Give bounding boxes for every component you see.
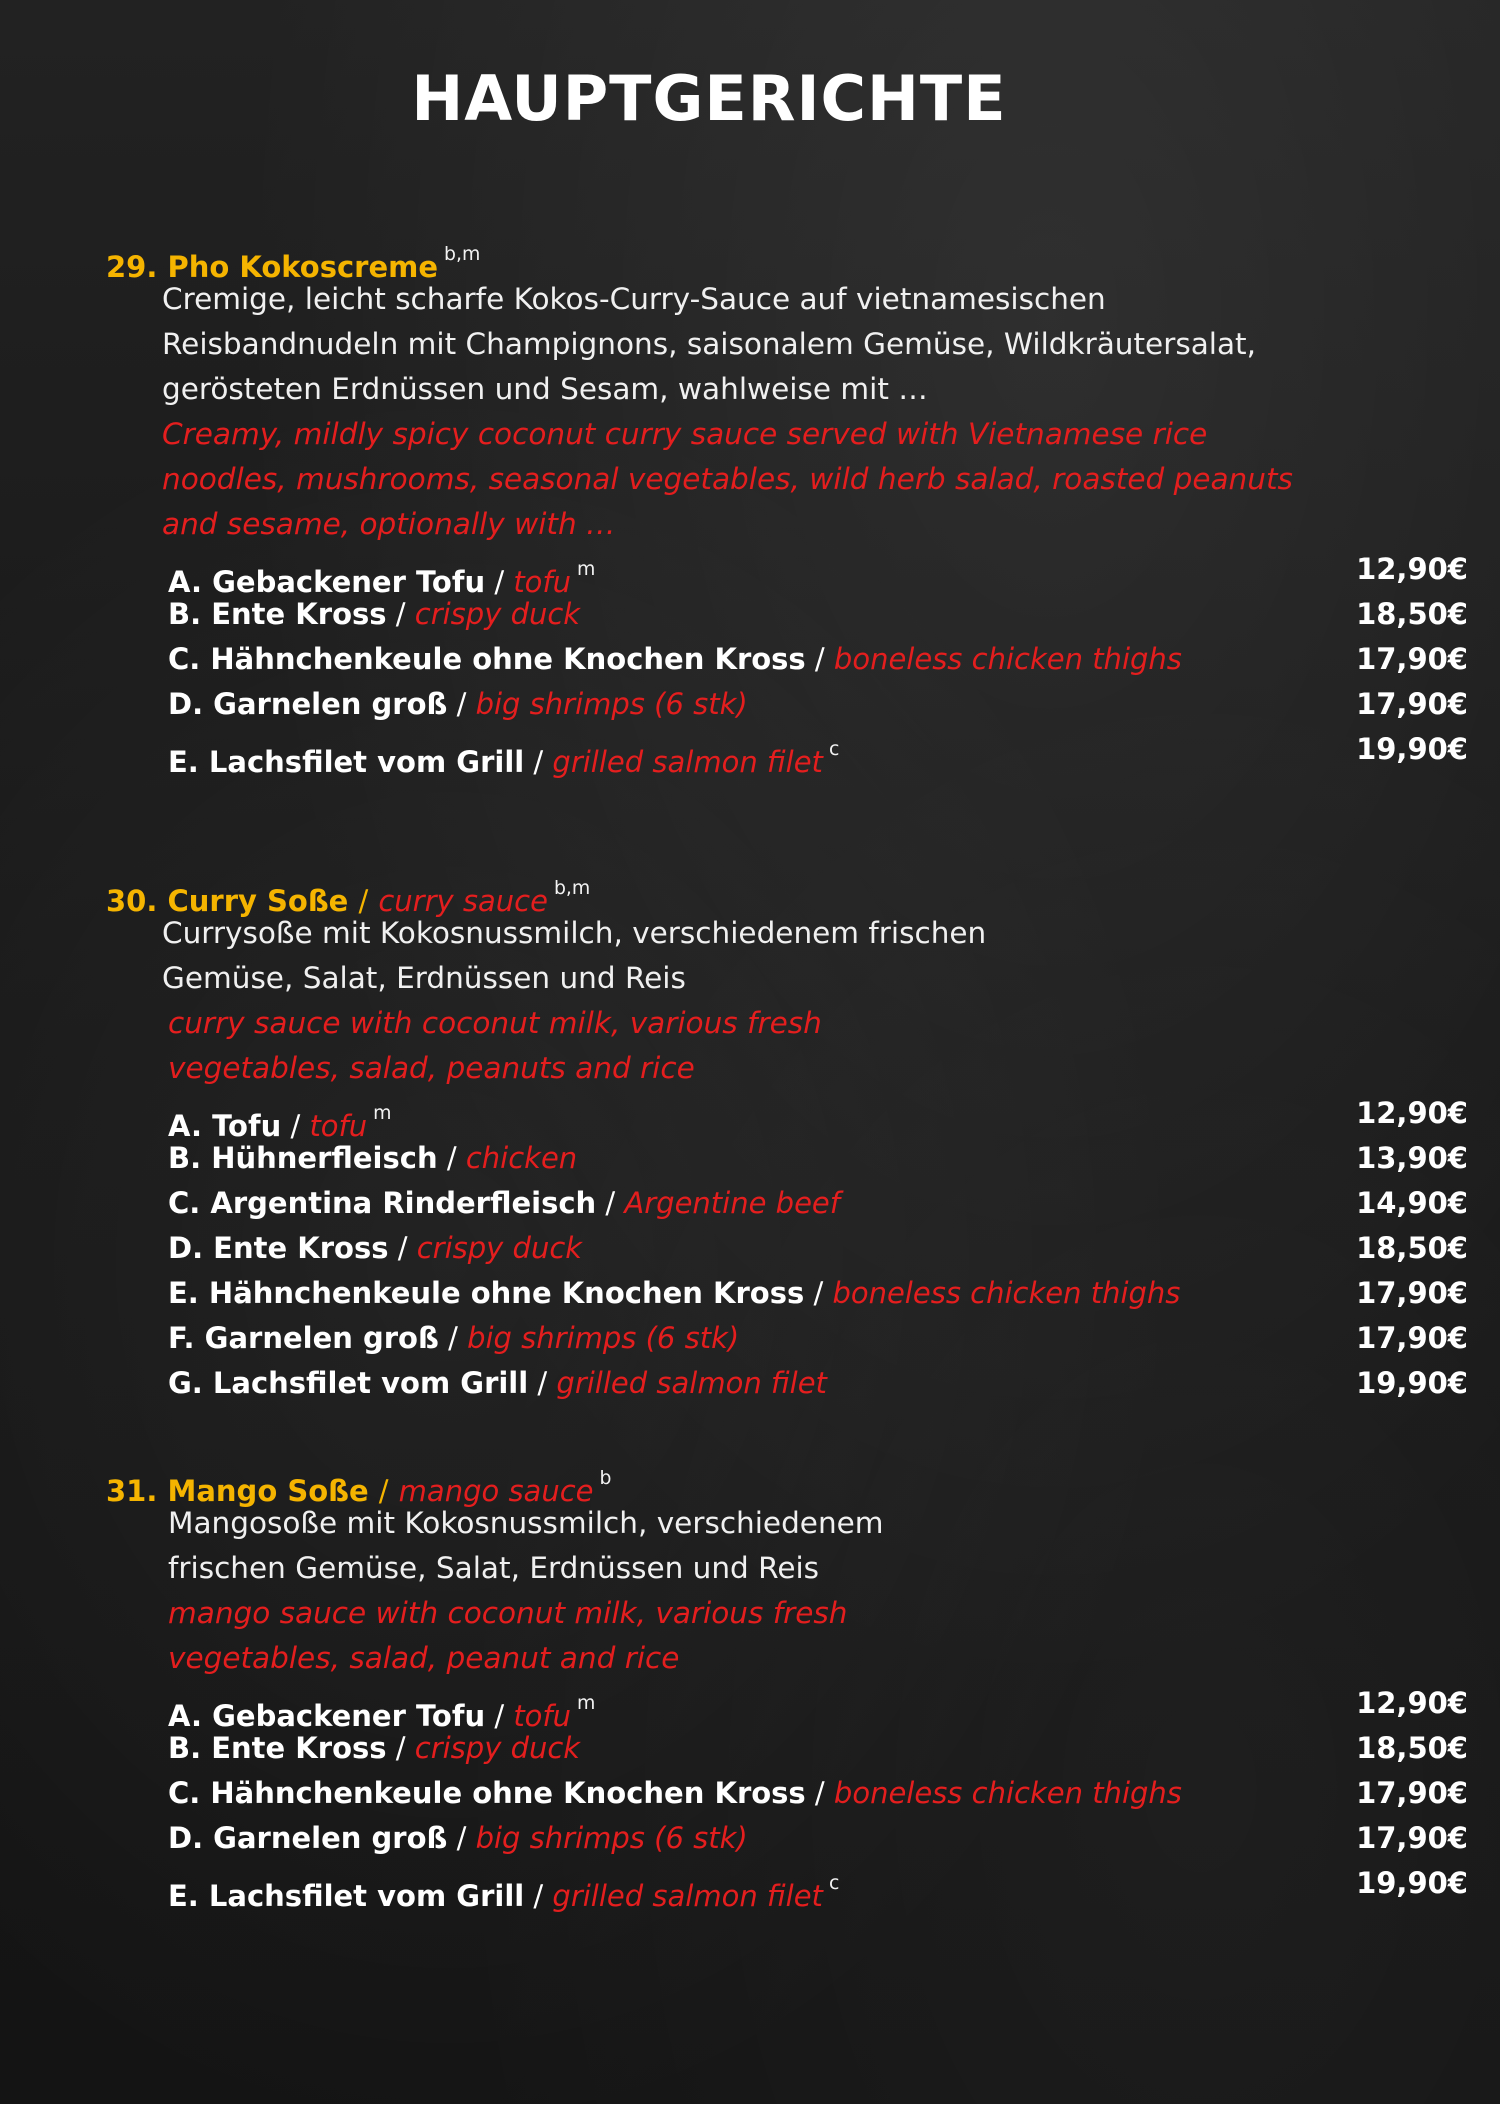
menu-item: E. Lachsfilet vom Grill / grilled salmon filet $^c$ 19,90€ — [106, 727, 1406, 772]
item-price: 13,90€ — [1356, 1141, 1468, 1175]
item-name-de: B. Ente Kross — [168, 597, 387, 631]
item-price: 12,90€ — [1356, 1096, 1468, 1130]
menu-item: A. Tofu / tofu $^m$ 12,90€ — [106, 1091, 1406, 1136]
page-title: HAUPTGERICHTE — [411, 62, 1007, 135]
item-price: 19,90€ — [1356, 1366, 1468, 1400]
section-heading: 30. Curry Soße / curry sauce $^{b,m}$ — [106, 878, 591, 918]
description-de-line: gerösteten Erdnüssen und Sesam, wahlweise mit … — [162, 372, 928, 406]
menu-item: A. Gebackener Tofu / tofu $^m$ 12,90€ — [106, 547, 1406, 592]
section-number: 29. — [106, 249, 158, 284]
item-price: 17,90€ — [1356, 1321, 1468, 1355]
section-number: 31. — [106, 1473, 158, 1508]
item-price: 17,90€ — [1356, 1276, 1468, 1310]
allergen-marker: m — [373, 1103, 392, 1124]
item-name-de: D. Garnelen groß — [168, 687, 448, 721]
item-name-en: boneless chicken thighs — [832, 1276, 1181, 1310]
description-de-line: frischen Gemüse, Salat, Erdnüssen und Reis — [168, 1551, 820, 1585]
item-price: 18,50€ — [1356, 1231, 1468, 1265]
menu-item: B. Ente Kross / crispy duck 18,50€ — [106, 592, 1406, 637]
description-en-line: and sesame, optionally with … — [162, 507, 616, 541]
allergen-marker: m — [577, 559, 596, 580]
item-price: 12,90€ — [1356, 552, 1468, 586]
item-name-de: B. Hühnerfleisch — [168, 1141, 438, 1175]
item-name-en: boneless chicken thighs — [833, 642, 1182, 676]
description-de-line: Reisbandnudeln mit Champignons, saisonalem Gemüse, Wildkräutersalat, — [162, 327, 1256, 361]
item-name-en: tofu — [513, 564, 572, 599]
menu-item: E. Hähnchenkeule ohne Knochen Kross / boneless chicken thighs 17,90€ — [106, 1271, 1406, 1316]
item-price: 19,90€ — [1356, 1866, 1468, 1900]
item-name-de: E. Lachsfilet vom Grill — [168, 1878, 525, 1913]
section-heading — [106, 232, 1406, 284]
item-name-de: E. Hähnchenkeule ohne Knochen Kross — [168, 1276, 805, 1310]
menu-item: A. Gebackener Tofu / tofu $^m$ 12,90€ — [106, 1681, 1406, 1726]
item-price: 18,50€ — [1356, 597, 1468, 631]
item-price: 12,90€ — [1356, 1686, 1468, 1720]
item-name-en: grilled salmon filet — [556, 1366, 827, 1400]
item-name-de: A. Gebackener Tofu — [168, 1698, 486, 1733]
item-name-de: D. Garnelen groß — [168, 1821, 448, 1855]
item-price: 17,90€ — [1356, 687, 1468, 721]
item-price: 17,90€ — [1356, 642, 1468, 676]
menu-item: C. Argentina Rinderfleisch / Argentine beef 14,90€ — [106, 1181, 1406, 1226]
item-name-en: boneless chicken thighs — [833, 1776, 1182, 1810]
item-name-de: B. Ente Kross — [168, 1731, 387, 1765]
allergen-marker: m — [577, 1693, 596, 1714]
description-en-line: vegetables, salad, peanut and rice — [168, 1641, 680, 1675]
menu-section-31 — [106, 1456, 1468, 1913]
item-price: 18,50€ — [1356, 1731, 1468, 1765]
description-en-line: mango sauce with coconut milk, various fresh — [168, 1596, 848, 1630]
menu-item: C. Hähnchenkeule ohne Knochen Kross / boneless chicken thighs 17,90€ — [106, 1771, 1406, 1816]
menu-item: G. Lachsfilet vom Grill / grilled salmon filet 19,90€ — [106, 1361, 1406, 1406]
item-price: 19,90€ — [1356, 732, 1468, 766]
item-price: 14,90€ — [1356, 1186, 1468, 1220]
item-name-en: big shrimps (6 stk) — [475, 687, 748, 721]
item-price: 17,90€ — [1356, 1821, 1468, 1855]
allergen-marker: b — [599, 1468, 612, 1489]
description-en-line: Creamy, mildly spicy coconut curry sauce served with Vietnamese rice — [162, 417, 1208, 451]
item-name-de: A. Tofu — [168, 1108, 282, 1143]
allergen-marker: c — [828, 1873, 840, 1894]
description-en-line: vegetables, salad, peanuts and rice — [168, 1051, 695, 1085]
description-de-line: Mangosoße mit Kokosnussmilch, verschiedenem — [168, 1506, 884, 1540]
section-heading: 31. Mango Soße / mango sauce $^b$ — [106, 1468, 612, 1508]
allergen-marker: c — [828, 739, 840, 760]
item-name-de: D. Ente Kross — [168, 1231, 389, 1265]
item-name-de: A. Gebackener Tofu — [168, 564, 486, 599]
item-name-de: G. Lachsfilet vom Grill — [168, 1366, 529, 1400]
item-name-en: crispy duck — [414, 597, 581, 631]
description-en-line: noodles, mushrooms, seasonal vegetables, wild herb salad, roasted peanuts — [162, 462, 1293, 496]
menu-item: E. Lachsfilet vom Grill / grilled salmon filet $^c$ 19,90€ — [106, 1861, 1406, 1906]
section-name-de: Pho Kokoscreme — [167, 249, 439, 284]
description-en-line: curry sauce with coconut milk, various fresh — [168, 1006, 822, 1040]
item-name-en: crispy duck — [414, 1731, 581, 1765]
description-de-line: Cremige, leicht scharfe Kokos-Curry-Sauce auf vietnamesischen — [162, 282, 1106, 316]
item-name-de: C. Hähnchenkeule ohne Knochen Kross — [168, 1776, 806, 1810]
item-name-en: crispy duck — [416, 1231, 583, 1265]
menu-item: B. Ente Kross / crispy duck 18,50€ — [106, 1726, 1406, 1771]
item-name-en: tofu — [513, 1698, 572, 1733]
allergen-marker: b,m — [444, 244, 481, 265]
item-price: 17,90€ — [1356, 1776, 1468, 1810]
item-name-en: Argentine beef — [624, 1186, 840, 1220]
menu-section-30 — [106, 866, 1468, 1406]
item-name-de: C. Argentina Rinderfleisch — [168, 1186, 597, 1220]
description-de-line: Gemüse, Salat, Erdnüssen und Reis — [162, 961, 686, 995]
item-name-en: chicken — [465, 1141, 578, 1175]
item-name-de: E. Lachsfilet vom Grill — [168, 744, 525, 779]
item-name-en: tofu — [309, 1108, 368, 1143]
item-name-en: grilled salmon filet — [552, 1878, 823, 1913]
section-name-en: mango sauce — [398, 1473, 594, 1508]
menu-item: B. Hühnerfleisch / chicken 13,90€ — [106, 1136, 1406, 1181]
section-name-de: Curry Soße — [167, 883, 349, 918]
allergen-marker: b,m — [553, 878, 591, 899]
item-name-en: big shrimps (6 stk) — [475, 1821, 748, 1855]
description-de-line: Currysoße mit Kokosnussmilch, verschiedenem frischen — [162, 916, 987, 950]
section-number: 30. — [106, 883, 158, 918]
section-name-en: curry sauce — [378, 883, 548, 918]
menu-item: D. Garnelen groß / big shrimps (6 stk) 17,90€ — [106, 1816, 1406, 1861]
menu-item: C. Hähnchenkeule ohne Knochen Kross / boneless chicken thighs 17,90€ — [106, 637, 1406, 682]
menu-item: F. Garnelen groß / big shrimps (6 stk) 17,90€ — [106, 1316, 1406, 1361]
item-name-de: F. Garnelen groß — [168, 1321, 439, 1355]
item-name-en: grilled salmon filet — [552, 744, 823, 779]
menu-section-29 — [106, 232, 1468, 779]
item-name-de: C. Hähnchenkeule ohne Knochen Kross — [168, 642, 806, 676]
menu-item: D. Garnelen groß / big shrimps (6 stk) 17,90€ — [106, 682, 1406, 727]
section-name-de: Mango Soße — [167, 1473, 369, 1508]
item-name-en: big shrimps (6 stk) — [467, 1321, 740, 1355]
menu-item: D. Ente Kross / crispy duck 18,50€ — [106, 1226, 1406, 1271]
